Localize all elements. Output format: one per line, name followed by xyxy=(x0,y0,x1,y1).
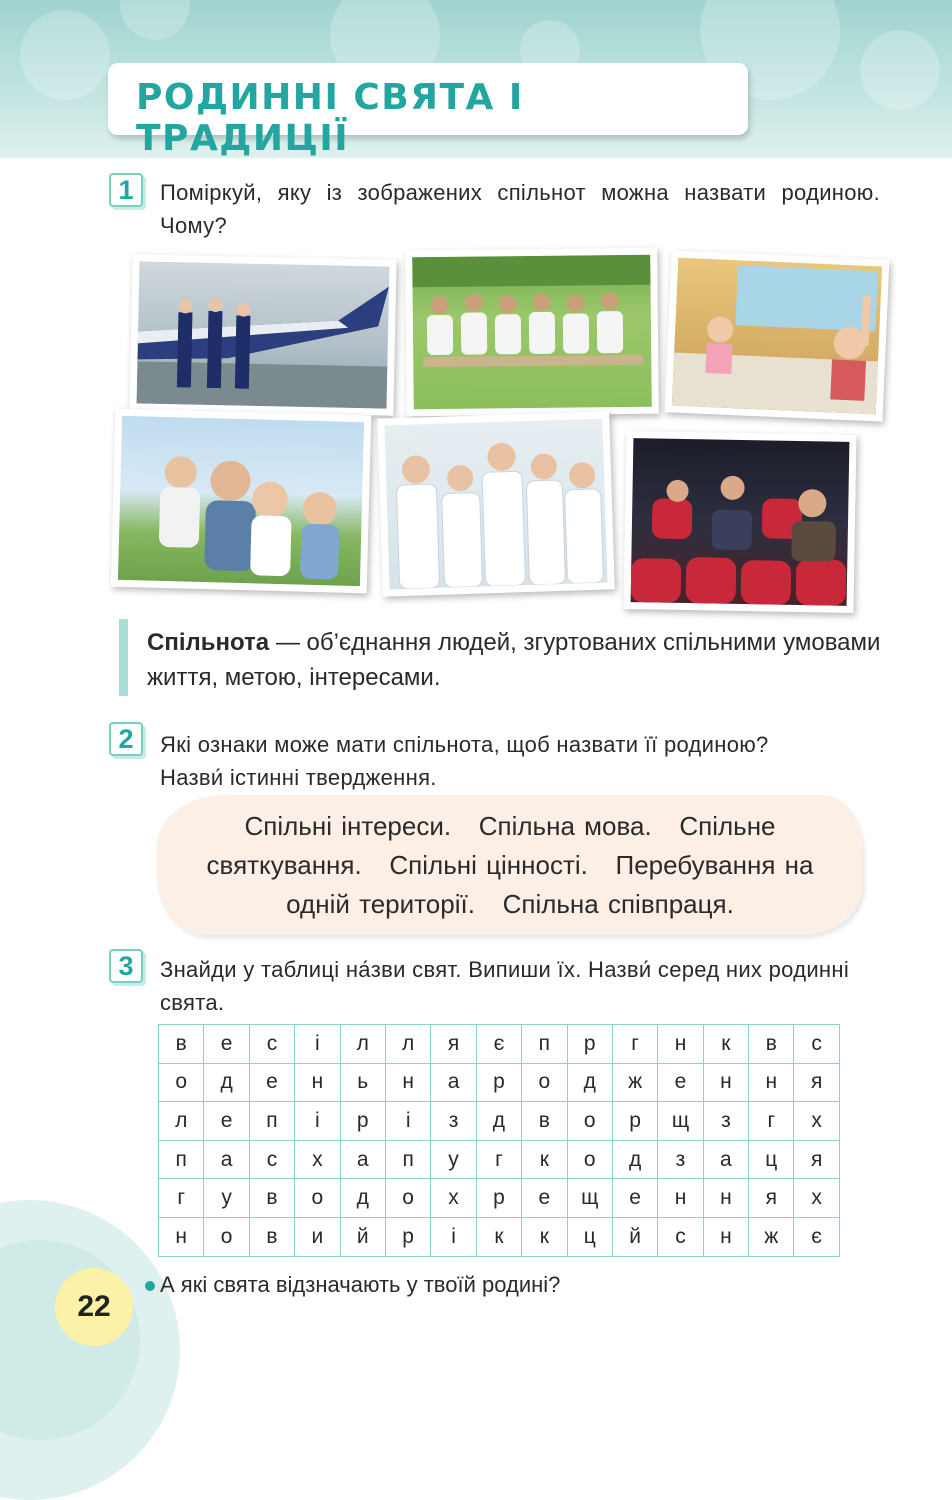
cinema-audience-photo xyxy=(623,431,856,613)
grid-cell: н xyxy=(295,1063,340,1102)
grid-cell: н xyxy=(703,1063,748,1102)
grid-cell: у xyxy=(431,1140,476,1179)
grid-cell: р xyxy=(567,1025,612,1064)
grid-cell: я xyxy=(794,1063,839,1102)
bullet-icon xyxy=(145,1281,155,1291)
grid-cell: а xyxy=(431,1063,476,1102)
task-number-2: 2 xyxy=(109,722,143,756)
grid-cell: с xyxy=(658,1217,703,1256)
grid-cell: р xyxy=(340,1102,385,1141)
family-photo xyxy=(111,409,372,594)
grid-cell: п xyxy=(522,1025,567,1064)
task-1-text: Поміркуй, яку із зображених спільнот можна назвати родиною. Чому? xyxy=(160,180,880,238)
grid-cell: ь xyxy=(340,1063,385,1102)
task-3-text: Знайди у таблиці на́зви свят. Випиши їх. Назви́ серед них родинні свята. xyxy=(160,957,850,1015)
grid-cell: х xyxy=(794,1102,839,1141)
grid-cell: н xyxy=(658,1179,703,1218)
statements-text: Спільні інтереси. Спільна мова. Спільне святкування. Спільні цінності. Перебування на одній території. Спільна співпраця. xyxy=(206,811,823,919)
definition-bar xyxy=(119,619,128,696)
grid-cell: о xyxy=(567,1102,612,1141)
grid-cell: щ xyxy=(658,1102,703,1141)
grid-cell: л xyxy=(159,1102,204,1141)
grid-cell: р xyxy=(612,1102,657,1141)
grid-cell: д xyxy=(204,1063,249,1102)
grid-cell: р xyxy=(385,1217,430,1256)
grid-cell: и xyxy=(295,1217,340,1256)
grid-cell: е xyxy=(204,1102,249,1141)
grid-cell: г xyxy=(476,1140,521,1179)
title-box xyxy=(108,63,748,159)
definition-body: — об’єднання людей, згуртованих спільними умовами життя, метою, інтересами. xyxy=(147,629,881,691)
grid-cell: я xyxy=(794,1140,839,1179)
grid-cell: к xyxy=(476,1217,521,1256)
grid-cell: л xyxy=(385,1025,430,1064)
grid-cell: е xyxy=(204,1025,249,1064)
grid-cell: з xyxy=(658,1140,703,1179)
grid-cell: я xyxy=(431,1025,476,1064)
grid-cell: ж xyxy=(612,1063,657,1102)
task-number-3: 3 xyxy=(109,949,143,983)
grid-row xyxy=(159,1217,840,1256)
decor-bubble xyxy=(860,30,940,110)
grid-cell: й xyxy=(612,1217,657,1256)
grid-cell: о xyxy=(522,1063,567,1102)
grid-cell: п xyxy=(385,1140,430,1179)
task-2-text xyxy=(160,728,900,794)
grid-cell: а xyxy=(204,1140,249,1179)
grid-cell: р xyxy=(476,1063,521,1102)
grid-cell: д xyxy=(567,1063,612,1102)
grid-cell: о xyxy=(159,1063,204,1102)
grid-cell: н xyxy=(749,1063,794,1102)
grid-row xyxy=(159,1025,840,1064)
grid-cell: ц xyxy=(749,1140,794,1179)
grid-cell: і xyxy=(431,1217,476,1256)
grid-cell: п xyxy=(249,1102,294,1141)
grid-cell: с xyxy=(249,1025,294,1064)
grid-row xyxy=(159,1179,840,1218)
grid-cell: е xyxy=(249,1063,294,1102)
grid-cell: с xyxy=(794,1025,839,1064)
grid-cell: ц xyxy=(567,1217,612,1256)
football-team-photo xyxy=(405,248,659,417)
grid-cell: у xyxy=(204,1179,249,1218)
grid-cell: з xyxy=(431,1102,476,1141)
task-2-line-2: Назви́ істинні твердження. xyxy=(160,765,437,790)
grid-cell: н xyxy=(703,1179,748,1218)
grid-cell: д xyxy=(340,1179,385,1218)
page-title: РОДИННІ СВЯТА І ТРАДИЦІЇ xyxy=(136,77,524,159)
grid-cell: о xyxy=(385,1179,430,1218)
grid-cell: с xyxy=(249,1140,294,1179)
classroom-photo xyxy=(665,250,890,421)
grid-cell: х xyxy=(295,1140,340,1179)
grid-cell: і xyxy=(295,1025,340,1064)
grid-cell: х xyxy=(794,1179,839,1218)
grid-cell: г xyxy=(612,1025,657,1064)
grid-cell: о xyxy=(295,1179,340,1218)
definition-term: Спільнота xyxy=(147,629,270,656)
grid-cell: х xyxy=(431,1179,476,1218)
grid-cell: г xyxy=(749,1102,794,1141)
grid-cell: н xyxy=(159,1217,204,1256)
grid-cell: ж xyxy=(749,1217,794,1256)
grid-cell: і xyxy=(385,1102,430,1141)
grid-cell: е xyxy=(658,1063,703,1102)
grid-cell: є xyxy=(794,1217,839,1256)
final-question: А які свята відзначають у твоїй родині? xyxy=(160,1272,561,1297)
decor-bubble xyxy=(20,10,110,100)
grid-cell: е xyxy=(522,1179,567,1218)
grid-cell: е xyxy=(612,1179,657,1218)
grid-row xyxy=(159,1140,840,1179)
task-number-1: 1 xyxy=(109,173,143,207)
grid-cell: к xyxy=(522,1217,567,1256)
grid-cell: в xyxy=(249,1179,294,1218)
grid-cell: г xyxy=(159,1179,204,1218)
grid-cell: д xyxy=(612,1140,657,1179)
definition xyxy=(147,625,887,695)
grid-row xyxy=(159,1102,840,1141)
grid-cell: є xyxy=(476,1025,521,1064)
grid-cell: л xyxy=(340,1025,385,1064)
grid-cell: д xyxy=(476,1102,521,1141)
grid-row xyxy=(159,1063,840,1102)
grid-cell: в xyxy=(522,1102,567,1141)
decor-bubble xyxy=(120,0,190,40)
grid-cell: н xyxy=(385,1063,430,1102)
grid-cell: я xyxy=(749,1179,794,1218)
statements-cloud xyxy=(157,795,863,935)
grid-cell: н xyxy=(703,1217,748,1256)
flight-attendants-photo xyxy=(129,254,396,415)
grid-cell: н xyxy=(658,1025,703,1064)
grid-cell: а xyxy=(703,1140,748,1179)
page-number: 22 xyxy=(55,1268,133,1346)
grid-cell: й xyxy=(340,1217,385,1256)
grid-cell: в xyxy=(159,1025,204,1064)
grid-cell: і xyxy=(295,1102,340,1141)
grid-cell: о xyxy=(567,1140,612,1179)
word-search-grid xyxy=(158,1024,840,1257)
grid-cell: в xyxy=(749,1025,794,1064)
doctors-photo xyxy=(377,411,614,596)
grid-cell: о xyxy=(204,1217,249,1256)
grid-cell: к xyxy=(703,1025,748,1064)
grid-cell: щ xyxy=(567,1179,612,1218)
grid-cell: п xyxy=(159,1140,204,1179)
grid-cell: р xyxy=(476,1179,521,1218)
grid-cell: к xyxy=(522,1140,567,1179)
grid-cell: з xyxy=(703,1102,748,1141)
task-2-line-1: Які ознаки може мати спільнота, щоб назвати її родиною? xyxy=(160,732,769,757)
grid-cell: в xyxy=(249,1217,294,1256)
grid-cell: а xyxy=(340,1140,385,1179)
